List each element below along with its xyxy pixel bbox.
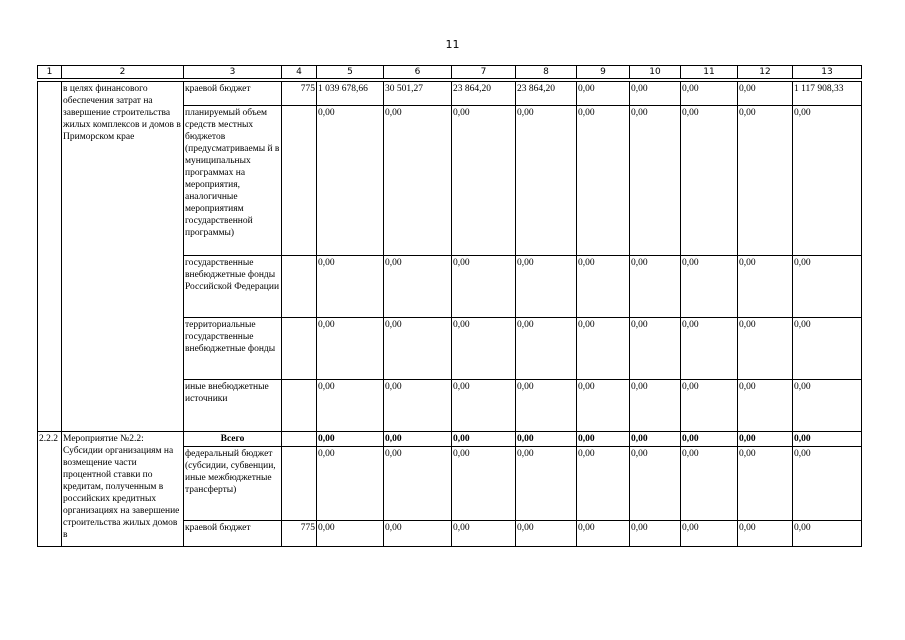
amount-cell: 0,00: [793, 432, 862, 447]
amount-cell: 0,00: [681, 318, 738, 380]
amount-cell: 0,00: [630, 318, 681, 380]
column-header: 13: [793, 66, 862, 79]
amount-cell: 0,00: [630, 82, 681, 106]
amount-cell: 0,00: [793, 106, 862, 256]
amount-cell: 0,00: [630, 380, 681, 432]
amount-cell: 0,00: [630, 432, 681, 447]
column-header: 7: [452, 66, 516, 79]
column-header: 9: [577, 66, 630, 79]
amount-cell: 0,00: [793, 256, 862, 318]
budget-code: 775: [282, 82, 317, 106]
funding-source: государственные внебюджетные фонды Российской Федерации: [184, 256, 282, 318]
table-row: [38, 432, 862, 447]
amount-cell: 0,00: [384, 318, 452, 380]
amount-cell: 0,00: [516, 380, 577, 432]
funding-source: краевой бюджет: [184, 521, 282, 547]
budget-code: [282, 447, 317, 521]
amount-cell: 0,00: [317, 432, 384, 447]
amount-cell: 0,00: [452, 432, 516, 447]
column-header: 1: [38, 66, 62, 79]
budget-code: [282, 318, 317, 380]
funding-source: краевой бюджет: [184, 82, 282, 106]
amount-cell: 0,00: [630, 256, 681, 318]
amount-cell: 0,00: [738, 521, 793, 547]
funding-source: планируемый объем средств местных бюджетов (предусматриваемы й в муниципальных программах на мероприятия, аналогичные мероприятиям государственной программы): [184, 106, 282, 256]
amount-cell: 0,00: [452, 256, 516, 318]
amount-cell: 23 864,20: [516, 82, 577, 106]
budget-code: 775: [282, 521, 317, 547]
amount-cell: 0,00: [384, 380, 452, 432]
column-header: 8: [516, 66, 577, 79]
amount-cell: 0,00: [317, 521, 384, 547]
amount-cell: 0,00: [577, 82, 630, 106]
amount-cell: 0,00: [738, 447, 793, 521]
amount-cell: 0,00: [516, 432, 577, 447]
column-header: 6: [384, 66, 452, 79]
amount-cell: 0,00: [577, 380, 630, 432]
amount-cell: 0,00: [317, 106, 384, 256]
column-header: 10: [630, 66, 681, 79]
column-header: 2: [62, 66, 184, 79]
amount-cell: 0,00: [317, 380, 384, 432]
amount-cell: 0,00: [577, 318, 630, 380]
funding-source: Всего: [184, 432, 282, 447]
budget-code: [282, 256, 317, 318]
item-number: 2.2.2: [38, 432, 62, 547]
amount-cell: 0,00: [793, 318, 862, 380]
budget-code: [282, 380, 317, 432]
amount-cell: 0,00: [681, 447, 738, 521]
amount-cell: 0,00: [516, 447, 577, 521]
amount-cell: 0,00: [681, 521, 738, 547]
amount-cell: 0,00: [384, 106, 452, 256]
page-number: 11: [445, 38, 460, 51]
table-row: [38, 82, 862, 106]
amount-cell: 0,00: [452, 106, 516, 256]
item-number: [38, 82, 62, 432]
funding-source: федеральный бюджет (субсидии, субвенции, иные межбюджетные трансферты): [184, 447, 282, 521]
header-row: [38, 66, 862, 79]
item-description: в целях финансового обеспечения затрат на завершение строительства жилых комплексов и домов в Приморском крае: [62, 82, 184, 432]
amount-cell: 0,00: [681, 432, 738, 447]
amount-cell: 0,00: [317, 447, 384, 521]
amount-cell: 0,00: [630, 521, 681, 547]
amount-cell: 0,00: [577, 521, 630, 547]
amount-cell: 0,00: [577, 106, 630, 256]
amount-cell: 0,00: [738, 82, 793, 106]
column-header: 11: [681, 66, 738, 79]
amount-cell: 0,00: [738, 380, 793, 432]
column-header: 12: [738, 66, 793, 79]
budget-table: [37, 65, 862, 547]
funding-source: иные внебюджетные источники: [184, 380, 282, 432]
amount-cell: 0,00: [738, 256, 793, 318]
amount-cell: 0,00: [516, 106, 577, 256]
amount-cell: 0,00: [681, 82, 738, 106]
amount-cell: 0,00: [681, 106, 738, 256]
amount-cell: 30 501,27: [384, 82, 452, 106]
amount-cell: 0,00: [384, 447, 452, 521]
amount-cell: 0,00: [793, 380, 862, 432]
amount-cell: 0,00: [384, 521, 452, 547]
amount-cell: 1 117 908,33: [793, 82, 862, 106]
budget-code: [282, 106, 317, 256]
funding-source: территориальные государственные внебюджетные фонды: [184, 318, 282, 380]
amount-cell: 1 039 678,66: [317, 82, 384, 106]
amount-cell: 0,00: [577, 256, 630, 318]
amount-cell: 0,00: [516, 318, 577, 380]
amount-cell: 0,00: [793, 447, 862, 521]
amount-cell: 0,00: [577, 432, 630, 447]
amount-cell: 0,00: [738, 106, 793, 256]
amount-cell: 0,00: [630, 106, 681, 256]
amount-cell: 0,00: [516, 521, 577, 547]
amount-cell: 0,00: [317, 256, 384, 318]
amount-cell: 0,00: [452, 447, 516, 521]
amount-cell: 0,00: [384, 432, 452, 447]
amount-cell: 0,00: [452, 521, 516, 547]
amount-cell: 0,00: [681, 380, 738, 432]
amount-cell: 0,00: [452, 380, 516, 432]
amount-cell: 0,00: [317, 318, 384, 380]
amount-cell: 0,00: [738, 432, 793, 447]
column-header: 3: [184, 66, 282, 79]
amount-cell: 0,00: [384, 256, 452, 318]
item-description: Мероприятие №2.2: Субсидии организациям на возмещение части процентной ставки по кредитам, полученным в российских кредитных организациях на завершение строительства жилых домов в: [62, 432, 184, 547]
amount-cell: 0,00: [738, 318, 793, 380]
amount-cell: 0,00: [630, 447, 681, 521]
budget-code: [282, 432, 317, 447]
amount-cell: 0,00: [793, 521, 862, 547]
amount-cell: 23 864,20: [452, 82, 516, 106]
amount-cell: 0,00: [516, 256, 577, 318]
amount-cell: 0,00: [681, 256, 738, 318]
amount-cell: 0,00: [452, 318, 516, 380]
amount-cell: 0,00: [577, 447, 630, 521]
column-header: 5: [317, 66, 384, 79]
column-header: 4: [282, 66, 317, 79]
